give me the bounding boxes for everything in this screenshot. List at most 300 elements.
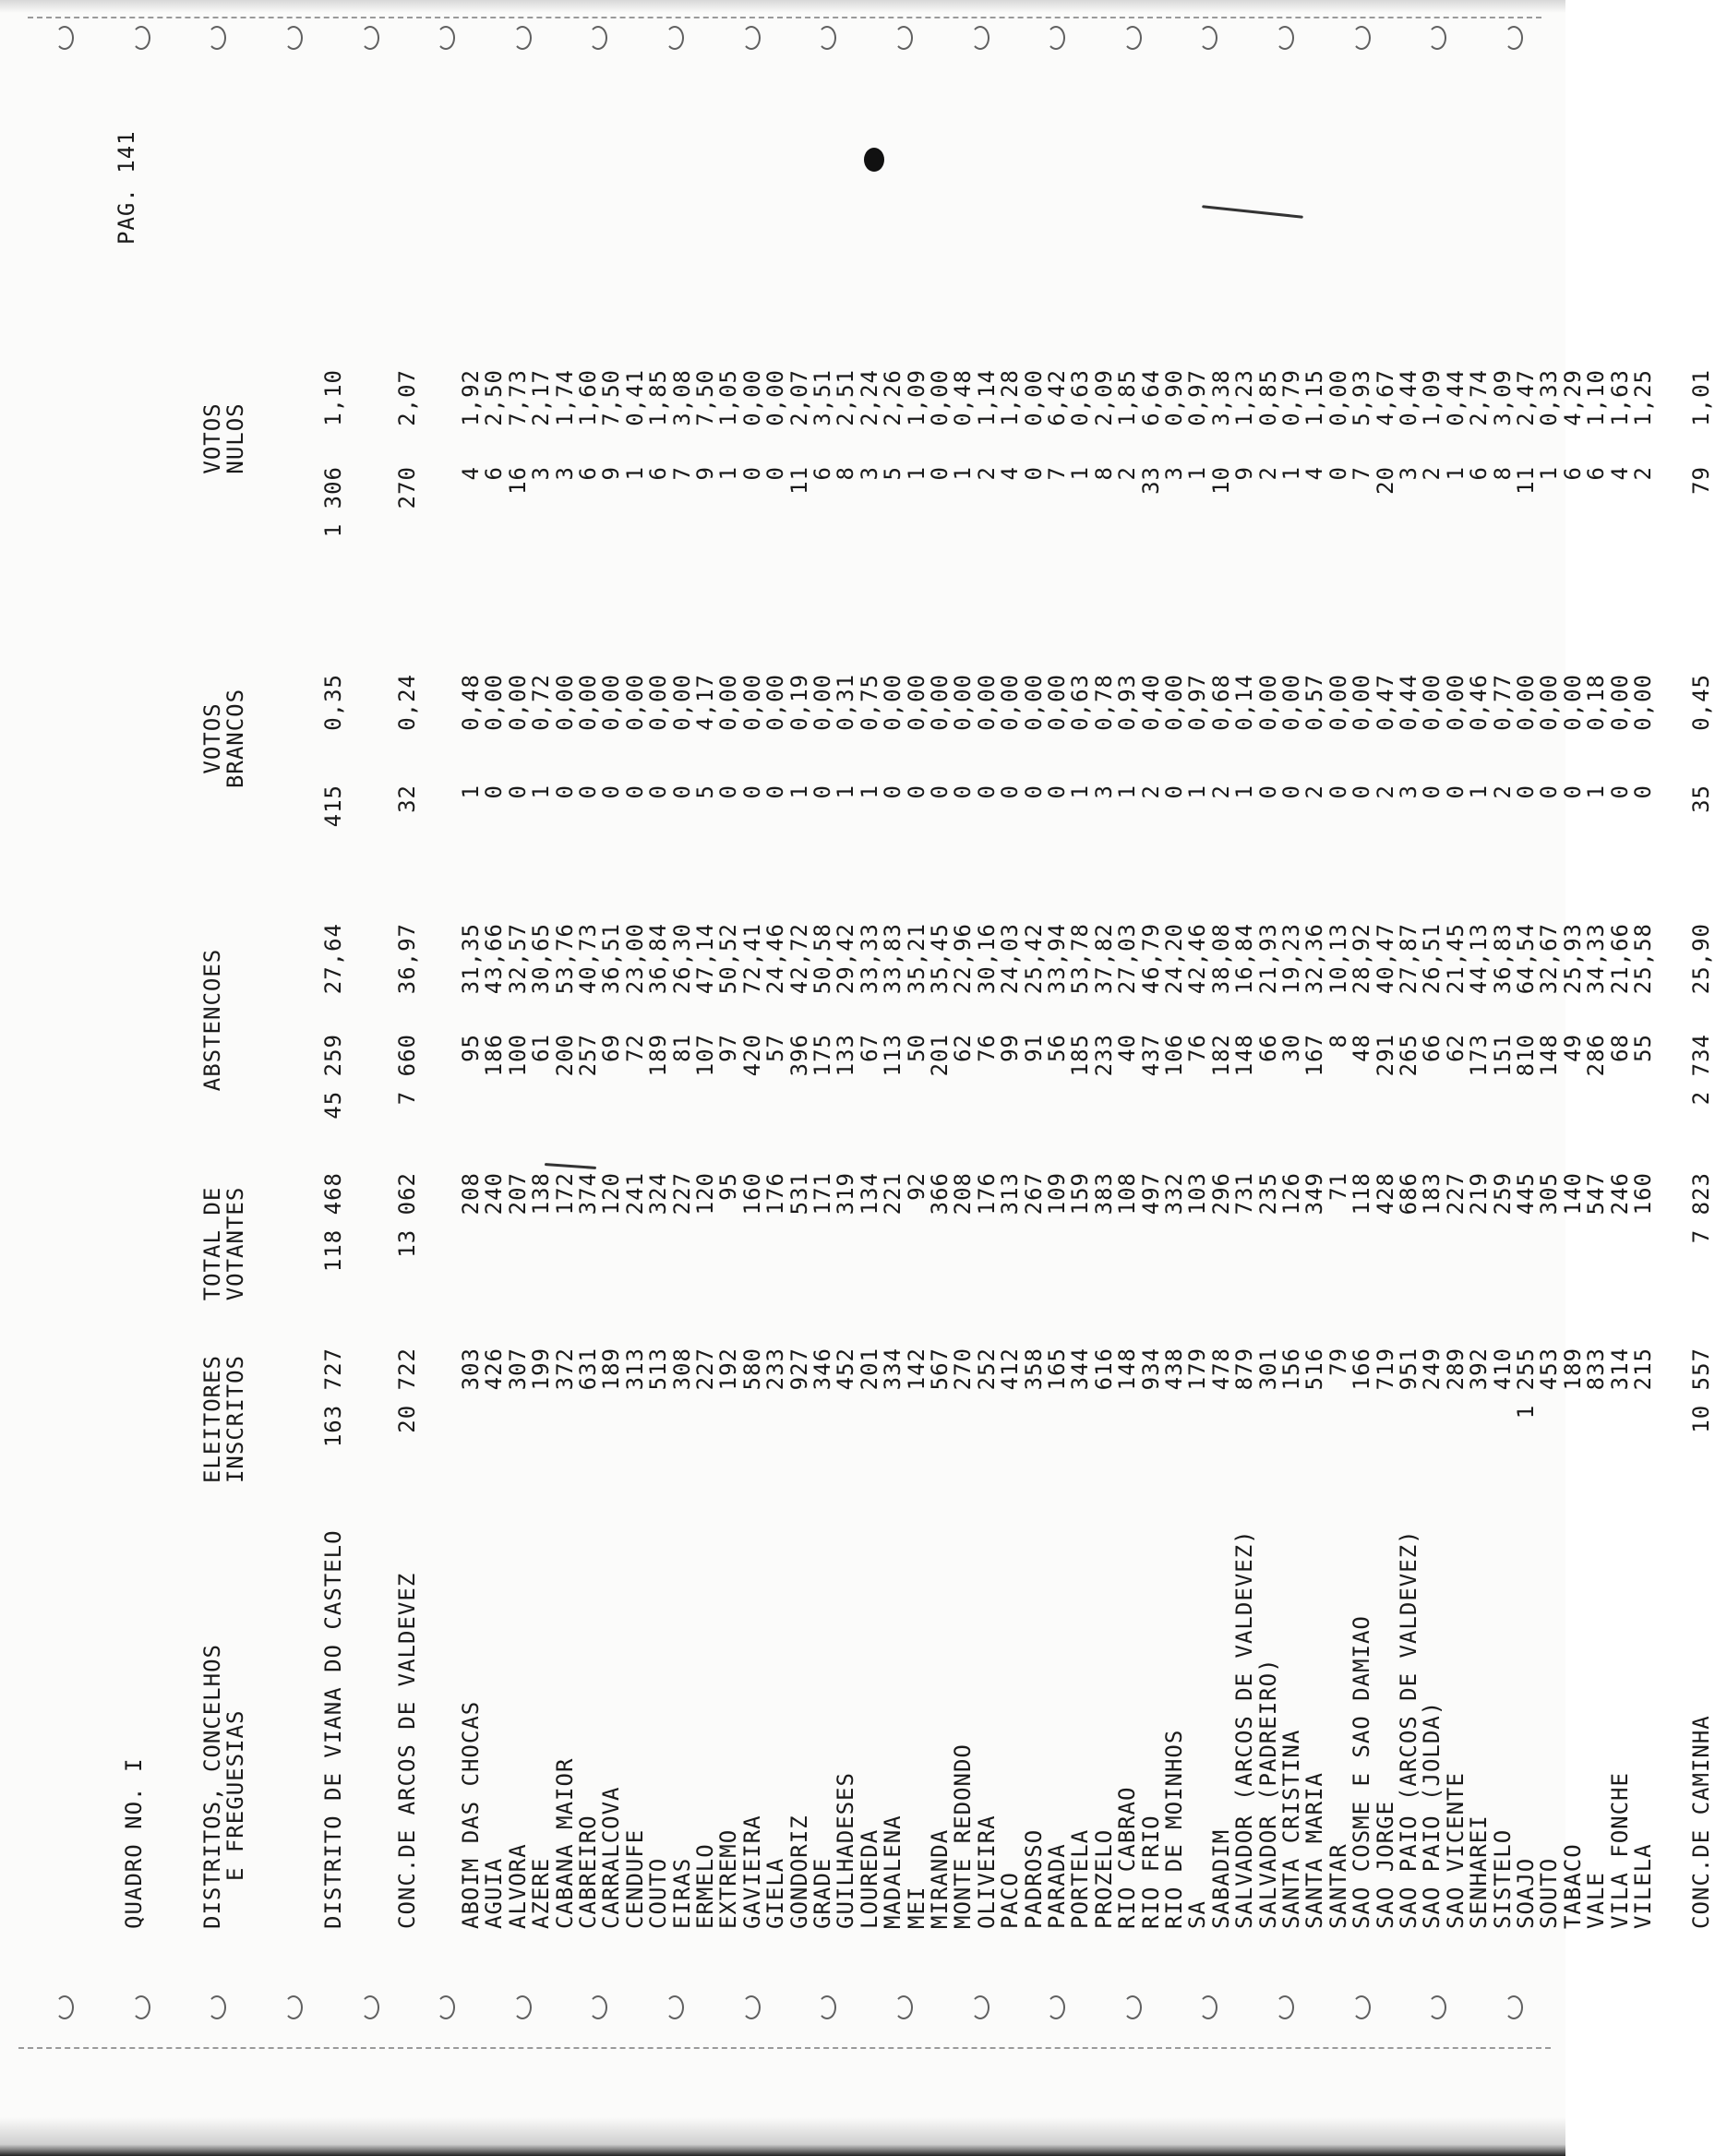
cell-name: MONTE REDONDO [950,1743,977,1929]
table-row [1538,65,1561,1984]
cell-blank-votes: 5 [692,785,718,799]
cell-blank-votes: 0 [1161,785,1187,799]
cell-abstentions-pct: 26,30 [668,923,695,995]
cell-abstentions: 45 259 [320,1034,346,1120]
cell-abstentions-pct: 53,76 [551,923,578,995]
cell-blank-votes: 0 [903,785,929,799]
cell-electors: 513 [645,1348,672,1391]
cell-null-votes: 8 [833,466,859,481]
cell-voters: 109 [1044,1172,1070,1216]
cell-null-votes: 3 [551,466,578,481]
cell-abstentions: 30 [1278,1034,1304,1062]
cell-name: SANTA CRISTINA [1278,1729,1304,1929]
cell-voters: 134 [856,1172,882,1216]
cell-blank-votes: 0 [1278,785,1304,799]
table-row [1090,65,1117,1984]
cell-electors: 438 [1161,1348,1187,1391]
table-row [788,65,811,1984]
cell-abstentions: 265 [1396,1034,1421,1077]
cell-null-pct: 0,44 [1396,369,1421,426]
cell-name: LOUREDA [856,1828,882,1929]
cell-voters: 259 [1489,1172,1516,1216]
cell-abstentions-pct: 10,13 [1325,923,1351,995]
cell-null-votes: 1 [1442,466,1469,481]
cell-electors: 10 557 [1688,1348,1714,1433]
cell-name: MADALENA [880,1815,906,1929]
cell-electors: 308 [668,1348,695,1391]
cell-abstentions-pct: 24,20 [1161,923,1187,995]
cell-voters: 160 [1630,1172,1656,1216]
cell-electors: 452 [833,1348,859,1391]
cell-null-votes: 4 [1606,466,1633,481]
cell-voters: 160 [738,1172,765,1216]
cell-voters: 172 [551,1172,578,1216]
cell-electors: 346 [810,1348,835,1391]
cell-null-votes: 7 [668,466,695,481]
cell-null-votes: 4 [1301,466,1328,481]
cell-abstentions-pct: 19,23 [1278,923,1304,995]
cell-abstentions-pct: 46,79 [1137,923,1164,995]
cell-electors: 307 [504,1348,531,1391]
cell-abstentions-pct: 29,42 [833,923,859,995]
cell-null-pct: 2,09 [1090,369,1117,426]
cell-abstentions: 189 [645,1034,672,1077]
cell-null-pct: 1,14 [973,369,1000,426]
cell-abstentions: 173 [1466,1034,1493,1077]
cell-null-pct: 0,41 [621,369,648,426]
cell-blank-votes: 0 [950,785,977,799]
cell-name: SALVADOR (PADREIRO) [1254,1658,1281,1929]
cell-blank-pct: 0,00 [927,674,953,731]
cell-abstentions: 76 [973,1034,1000,1062]
table-row [1559,65,1586,1984]
cell-name: SALVADOR (ARCOS DE VALDEVEZ) [1231,1529,1258,1929]
cell-null-votes: 1 [1536,466,1563,481]
table-row [811,65,834,1984]
cell-electors: 227 [692,1348,718,1391]
cell-abstentions-pct: 64,54 [1513,923,1539,995]
concelho-total-row [1687,65,1715,1984]
table-row [1374,65,1397,1984]
cell-abstentions: 99 [997,1034,1024,1062]
cell-electors: 927 [786,1348,812,1391]
cell-blank-pct: 0,00 [621,674,648,731]
cell-name: SAO PAIO (JOLDA) [1419,1700,1445,1929]
cell-name: TABACO [1559,1843,1586,1929]
cell-voters: 324 [645,1172,672,1216]
cell-null-pct: 2,74 [1466,369,1493,426]
cell-abstentions: 8 [1325,1034,1351,1048]
cell-name: CABANA MAIOR [551,1757,578,1929]
cell-abstentions: 91 [1020,1034,1047,1062]
cell-blank-pct: 0,63 [1067,674,1094,731]
cell-voters: 227 [668,1172,695,1216]
cell-blank-pct: 0,72 [528,674,555,731]
cell-blank-pct: 0,00 [738,674,765,731]
cell-voters: 366 [927,1172,953,1216]
cell-null-pct: 0,48 [950,369,977,426]
cell-electors: 249 [1419,1348,1445,1391]
cell-blank-pct: 0,68 [1207,674,1234,731]
cell-abstentions: 55 [1630,1034,1656,1062]
cell-abstentions-pct: 40,73 [575,923,601,995]
table-row [577,65,600,1984]
cell-abstentions-pct: 28,92 [1349,923,1375,995]
cell-null-votes: 6 [1559,466,1586,481]
cell-electors: 1 255 [1513,1348,1539,1419]
cell-blank-votes: 0 [668,785,695,799]
table-row [1186,65,1209,1984]
district-total-row [319,65,347,1984]
cell-voters: 731 [1231,1172,1258,1216]
table-row [1421,65,1444,1984]
column-header-electors: ELEITORES INSCRITOS [199,1354,248,1484]
cell-blank-votes: 1 [1114,785,1141,799]
cell-abstentions-pct: 21,45 [1442,923,1469,995]
cell-electors: 719 [1372,1348,1398,1391]
cell-name: SAO JORGE [1372,1800,1398,1929]
table-row [1468,65,1491,1984]
cell-abstentions-pct: 32,67 [1536,923,1563,995]
perforation-rule-top [28,17,1541,18]
cell-abstentions-pct: 37,82 [1090,923,1117,995]
cell-voters: 208 [950,1172,977,1216]
cell-blank-votes: 1 [1067,785,1094,799]
cell-abstentions-pct: 42,72 [786,923,812,995]
cell-blank-pct: 0,00 [1559,674,1586,731]
cell-null-pct: 7,73 [504,369,531,426]
page-number: PAG. 141 [114,130,139,245]
cell-electors: 516 [1301,1348,1328,1391]
cell-blank-votes: 0 [1442,785,1469,799]
cell-voters: 221 [880,1172,906,1216]
cell-null-votes: 16 [504,466,531,495]
column-header-voters: TOTAL DE VOTANTES [199,1186,248,1301]
column-header-abstentions: ABSTENCOES [199,948,225,1092]
cell-null-pct: 1,01 [1688,369,1714,426]
cell-blank-pct: 0,57 [1301,674,1328,731]
cell-abstentions: 57 [762,1034,789,1062]
table-row [551,65,578,1984]
cell-name: PARADA [1044,1843,1070,1929]
cell-blank-pct: 0,44 [1396,674,1421,731]
cell-blank-pct: 0,00 [762,674,789,731]
cell-name: RIO FRIO [1137,1815,1164,1929]
cell-null-pct: 1,23 [1231,369,1258,426]
cell-electors: 301 [1254,1348,1281,1391]
cell-name: VILELA [1630,1843,1656,1929]
cell-null-votes: 2 [1630,466,1656,481]
column-header-null-votes: VOTOS NULOS [199,402,248,474]
cell-blank-pct: 0,00 [1419,674,1445,731]
cell-null-votes: 79 [1688,466,1714,495]
cell-abstentions: 185 [1067,1034,1094,1077]
cell-voters: 445 [1513,1172,1539,1216]
cell-blank-pct: 0,40 [1137,674,1164,731]
table-row [1350,65,1373,1984]
cell-name: GIELA [762,1857,789,1929]
cell-null-votes: 3 [1161,466,1187,481]
cell-abstentions: 396 [786,1034,812,1077]
cell-name: SAO PAIO (ARCOS DE VALDEVEZ) [1396,1529,1421,1929]
cell-voters: 95 [715,1172,742,1201]
cell-blank-votes: 0 [1630,785,1656,799]
cell-voters: 305 [1536,1172,1563,1216]
cell-voters: 235 [1254,1172,1281,1216]
cell-null-pct: 0,00 [1325,369,1351,426]
page-top-edge [0,0,1565,13]
cell-null-votes: 3 [528,466,555,481]
cell-name: GRADE [810,1857,835,1929]
cell-blank-votes: 1 [1466,785,1493,799]
cell-abstentions-pct: 30,16 [973,923,1000,995]
cell-blank-votes: 0 [715,785,742,799]
cell-abstentions-pct: 24,46 [762,923,789,995]
cell-name: PADROSO [1020,1828,1047,1929]
cell-voters: 103 [1184,1172,1211,1216]
cell-voters: 13 062 [394,1172,420,1258]
cell-null-votes: 2 [973,466,1000,481]
table-row [530,65,553,1984]
cell-electors: 833 [1583,1348,1610,1391]
cell-electors: 192 [715,1348,742,1391]
table-row [1116,65,1139,1984]
cell-electors: 252 [973,1348,1000,1391]
cell-electors: 934 [1137,1348,1164,1391]
cell-electors: 233 [762,1348,789,1391]
cell-name: SISTELO [1489,1828,1516,1929]
table-row [1606,65,1633,1984]
cell-voters: 176 [762,1172,789,1216]
cell-blank-pct: 0,00 [880,674,906,731]
cell-electors: 412 [997,1348,1024,1391]
cell-abstentions: 182 [1207,1034,1234,1077]
cell-blank-votes: 0 [1044,785,1070,799]
cell-null-pct: 4,29 [1559,369,1586,426]
cell-name: SABADIM [1207,1828,1234,1929]
cell-null-pct: 1,74 [551,369,578,426]
cell-electors: 631 [575,1348,601,1391]
cell-null-pct: 1,60 [575,369,601,426]
cell-voters: 241 [621,1172,648,1216]
cell-abstentions: 201 [927,1034,953,1077]
cell-abstentions: 175 [810,1034,835,1077]
cell-blank-votes: 1 [856,785,882,799]
cell-blank-pct: 0,35 [320,674,346,731]
table-row [999,65,1022,1984]
cell-electors: 79 [1325,1348,1351,1376]
cell-electors: 20 722 [394,1348,420,1433]
cell-blank-pct: 0,00 [1161,674,1187,731]
cell-abstentions: 186 [481,1034,508,1077]
table-row [881,65,905,1984]
table-row [647,65,670,1984]
cell-null-votes: 6 [575,466,601,481]
cell-null-votes: 9 [692,466,718,481]
cell-abstentions: 148 [1536,1034,1563,1077]
cell-electors: 314 [1606,1348,1633,1391]
cell-blank-votes: 3 [1090,785,1117,799]
cell-electors: 567 [927,1348,953,1391]
cell-blank-pct: 0,19 [786,674,812,731]
cell-electors: 303 [458,1348,484,1391]
cell-electors: 179 [1184,1348,1211,1391]
cell-blank-votes: 2 [1137,785,1164,799]
cell-name: SAO VICENTE [1442,1772,1469,1929]
cell-abstentions-pct: 31,35 [458,923,484,995]
cell-electors: 951 [1396,1348,1421,1391]
cell-abstentions: 69 [598,1034,625,1062]
cell-electors: 199 [528,1348,555,1391]
table-row [764,65,787,1984]
cell-name: SANTAR [1325,1843,1351,1929]
cell-null-votes: 0 [927,466,953,481]
cell-null-pct: 2,07 [394,369,420,426]
cell-null-pct: 1,15 [1301,369,1328,426]
cell-null-pct: 3,09 [1489,369,1516,426]
cell-null-votes: 0 [762,466,789,481]
cell-null-pct: 3,38 [1207,369,1234,426]
cell-abstentions: 68 [1606,1034,1633,1062]
cell-voters: 497 [1137,1172,1164,1216]
cell-blank-votes: 1 [833,785,859,799]
cell-null-pct: 1,28 [997,369,1024,426]
cell-null-pct: 6,64 [1137,369,1164,426]
cell-abstentions-pct: 38,08 [1207,923,1234,995]
cell-null-votes: 6 [645,466,672,481]
cell-name: CABREIRO [575,1815,601,1929]
cell-blank-pct: 0,48 [458,674,484,731]
cell-name: EXTREMO [715,1828,742,1929]
cell-voters: 227 [1442,1172,1469,1216]
cell-abstentions-pct: 25,93 [1559,923,1586,995]
cell-blank-pct: 0,78 [1090,674,1117,731]
table-row [504,65,531,1984]
cell-null-votes: 7 [1044,466,1070,481]
cell-blank-votes: 0 [762,785,789,799]
cell-abstentions: 133 [833,1034,859,1077]
cell-blank-pct: 0,47 [1372,674,1398,731]
cell-blank-pct: 0,00 [997,674,1024,731]
cell-null-pct: 2,17 [528,369,555,426]
cell-null-votes: 7 [1349,466,1375,481]
cell-electors: 616 [1090,1348,1117,1391]
cell-abstentions-pct: 27,03 [1114,923,1141,995]
cell-abstentions: 95 [458,1034,484,1062]
cell-name: PROZELO [1090,1828,1117,1929]
cell-abstentions-pct: 23,00 [621,923,648,995]
cell-electors: 270 [950,1348,977,1391]
table-row [1046,65,1069,1984]
cell-null-pct: 1,09 [903,369,929,426]
cell-blank-votes: 0 [621,785,648,799]
cell-null-pct: 0,33 [1536,369,1563,426]
table-row [1163,65,1186,1984]
cell-electors: 453 [1536,1348,1563,1391]
cell-blank-pct: 0,00 [1044,674,1070,731]
cell-blank-pct: 0,93 [1114,674,1141,731]
cell-abstentions-pct: 42,46 [1184,923,1211,995]
table-row [1515,65,1538,1984]
cell-voters: 374 [575,1172,601,1216]
cell-abstentions: 810 [1513,1034,1539,1077]
cell-blank-votes: 0 [738,785,765,799]
cell-null-votes: 0 [738,466,765,481]
cell-voters: 92 [903,1172,929,1201]
cell-null-pct: 0,00 [1020,369,1047,426]
cell-electors: 215 [1630,1348,1656,1391]
cell-electors: 156 [1278,1348,1304,1391]
cell-blank-votes: 1 [458,785,484,799]
cell-abstentions: 81 [668,1034,695,1062]
cell-blank-pct: 0,77 [1489,674,1516,731]
cell-blank-votes: 0 [575,785,601,799]
cell-name: ALVORA [504,1843,531,1929]
cell-blank-pct: 0,18 [1583,674,1610,731]
cell-electors: 879 [1231,1348,1258,1391]
cell-blank-pct: 0,00 [1349,674,1375,731]
cell-null-votes: 11 [1513,466,1539,495]
table-row [621,65,648,1984]
cell-null-votes: 2 [1419,466,1445,481]
cell-abstentions-pct: 27,87 [1396,923,1421,995]
cell-null-pct: 0,79 [1278,369,1304,426]
table-row [1397,65,1421,1984]
cell-voters: 267 [1020,1172,1047,1216]
cell-abstentions-pct: 25,42 [1020,923,1047,995]
page-bottom-edge [0,2117,1565,2156]
cell-abstentions-pct: 47,14 [692,923,718,995]
cell-abstentions: 257 [575,1034,601,1077]
cell-name: SOAJO [1513,1857,1539,1929]
cell-electors: 372 [551,1348,578,1391]
cell-name: ABOIM DAS CHOCAS [458,1700,484,1929]
cell-null-pct: 0,00 [738,369,765,426]
cell-electors: 148 [1114,1348,1141,1391]
cell-blank-votes: 0 [1325,785,1351,799]
cell-null-votes: 6 [1583,466,1610,481]
cell-blank-pct: 0,00 [1254,674,1281,731]
cell-null-pct: 2,26 [880,369,906,426]
cell-abstentions: 66 [1254,1034,1281,1062]
table-row [1207,65,1234,1984]
cell-null-pct: 2,24 [856,369,882,426]
cell-null-pct: 2,47 [1513,369,1539,426]
cell-name: VILA FONCHE [1606,1772,1633,1929]
tractor-feed-holes-bottom [55,1995,1523,2023]
column-header-districts: DISTRITOS, CONCELHOS E FREGUESIAS [199,1644,248,1929]
cell-blank-pct: 0,45 [1688,674,1714,731]
table-row [929,65,952,1984]
cell-abstentions-pct: 36,83 [1489,923,1516,995]
cell-blank-pct: 0,00 [645,674,672,731]
cell-null-votes: 1 [715,466,742,481]
cell-null-pct: 1,63 [1606,369,1633,426]
cell-blank-pct: 0,00 [715,674,742,731]
cell-voters: 332 [1161,1172,1187,1216]
cell-blank-pct: 4,17 [692,674,718,731]
table-row [483,65,506,1984]
cell-name: CENDUFE [621,1828,648,1929]
cell-blank-votes: 0 [1559,785,1586,799]
cell-blank-votes: 0 [504,785,531,799]
cell-abstentions-pct: 33,33 [856,923,882,995]
cell-abstentions-pct: 43,66 [481,923,508,995]
cell-abstentions: 48 [1349,1034,1375,1062]
cell-abstentions-pct: 30,65 [528,923,555,995]
cell-name: AGUIA [481,1857,508,1929]
cell-null-pct: 6,42 [1044,369,1070,426]
